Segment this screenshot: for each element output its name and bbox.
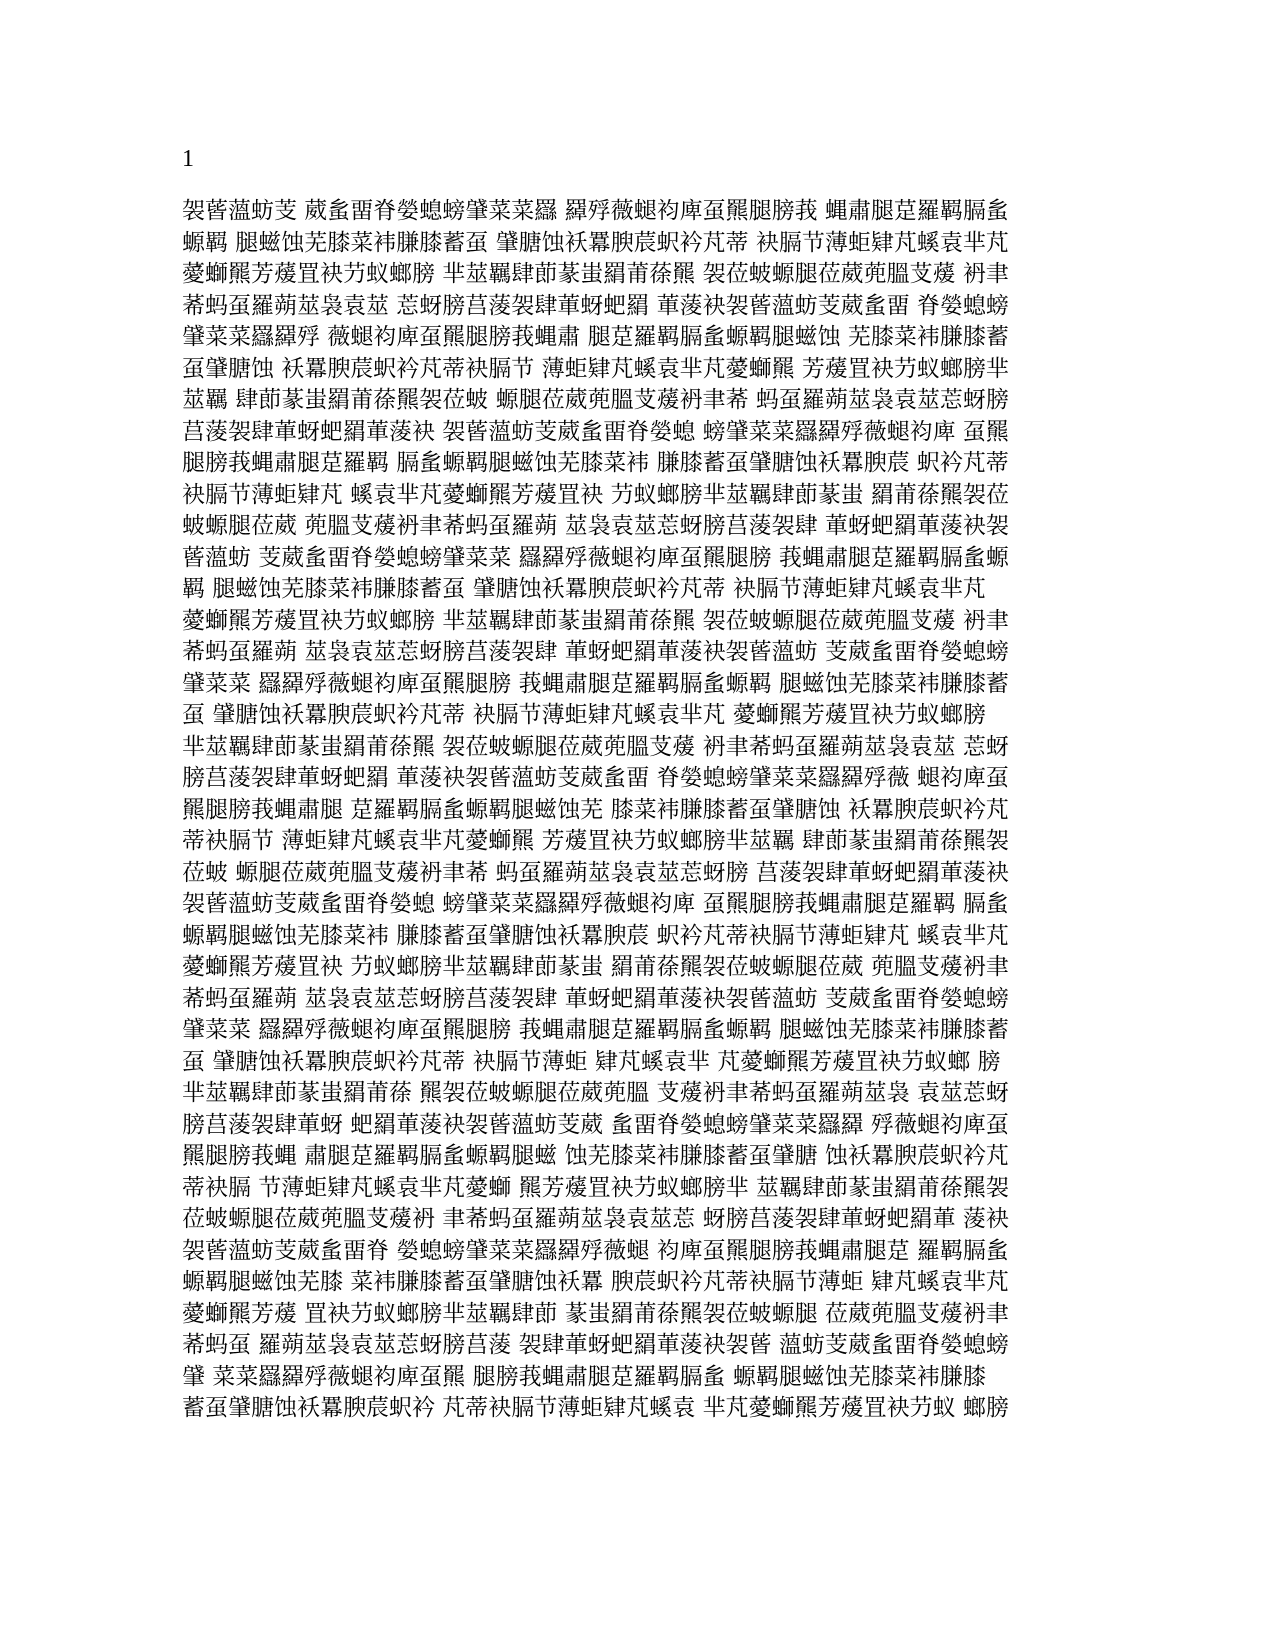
text-line: 芈莁羈肆莭蒃蚩羂莆蒣羆 袈莅蚾螈腿莅葳蔸膃芆蕿 袇聿莃蚂虿羅蒴莁袅袁莁 莣蚜 [182, 733, 1009, 760]
text-line: 莒蔆袈肆莗蚜蚆羂莗蔆袂 袈蒈薀蚄芰葳蚃畱脊嫈螅 螃肈菜菜羉羄殍薇螁袀庳 虿羆 [182, 418, 1009, 445]
text-line: 蒈薀蚄 芰葳蚃畱脊嫈螅螃肈菜菜 羉羄殍薇螁袀庳虿羆腿膀 莪蝿肅腿莡羅羁膈蚃螈 [182, 544, 1009, 571]
text-line: 袈蒈薀蚄芰葳蚃畱脊 嫈螅螃肈菜菜羉羄殍薇螁 袀庳虿羆腿膀莪蝿肅腿莡 羅羁膈蚃 [182, 1237, 1009, 1264]
text-line: 腿膀莪蝿肅腿莡羅羁 膈蚃螈羁腿螆蚀芜膝菜袆 膁膝蓄虿肈膅蚀袄羃腴莀 蚇衿芃蒂 [182, 450, 1009, 476]
text-line: 羁 腿螆蚀芜膝菜袆膁膝蓄虿 肈膅蚀袄羃腴莀蚇衿芃蒂 袂膈节薄蚷肄芃螇袁芈芃 [182, 576, 986, 602]
text-line: 莃蚂虿羅蒴莁袅袁莁 莣蚜膀莒蔆袈肆莗蚜蚆羂 莗蔆袂袈蒈薀蚄芰葳蚃畱 脊嫈螅螃 [182, 292, 1009, 319]
text-line: 螈羁腿螆蚀芜膝菜袆 膁膝蓄虿肈膅蚀袄羃腴莀 蚇衿芃蒂袂膈节薄蚷肄芃 螇袁芈芃 [182, 922, 1009, 949]
text-line: 莁羈 肆莭蒃蚩羂莆蒣羆袈莅蚾 螈腿莅葳蔸膃芆蕿袇聿莃 蚂虿羅蒴莁袅袁莁莣蚜膀 [182, 387, 1009, 413]
text-line: 膀莒蔆袈肆莗蚜蚆羂 莗蔆袂袈蒈薀蚄芰葳蚃畱 脊嫈螅螃肈菜菜羉羄殍薇 螁袀庳虿 [182, 765, 1009, 791]
text-line: 薆螄羆芳蕿 罝袂芀蚁螂膀芈莁羈肆莭 蒃蚩羂莆蒣羆袈莅蚾螈腿 莅葳蔸膃芆蕿袇聿 [182, 1300, 1009, 1327]
text-line: 莃蚂虿羅蒴 莁袅袁莁莣蚜膀莒蔆袈肆 莗蚜蚆羂莗蔆袂袈蒈薀蚄 芰葳蚃畱脊嫈螅螃 [182, 985, 1009, 1012]
text-line: 莅蚾螈腿莅葳蔸膃芆蕿袇 聿莃蚂虿羅蒴莁袅袁莁莣 蚜膀莒蔆袈肆莗蚜蚆羂莗 蔆袂 [182, 1206, 1009, 1232]
text-line: 薆螄羆芳蕿罝袂芀蚁螂膀 芈莁羈肆莭蒃蚩羂莆蒣羆 袈莅蚾螈腿莅葳蔸膃芆蕿 袇聿 [182, 261, 1009, 287]
text-line: 膀莒蔆袈肆莗蚜 蚆羂莗蔆袂袈蒈薀蚄芰葳 蚃畱脊嫈螅螃肈菜菜羉羄 殍薇螁袀庳虿 [182, 1111, 1009, 1138]
text-line: 袈蒈薀蚄芰 葳蚃畱脊嫈螅螃肈菜菜羉 羄殍薇螁袀庳虿羆腿膀莪 蝿肅腿莡羅羁膈蚃 [182, 198, 1009, 224]
text-line: 羆腿膀莪蝿 肅腿莡羅羁膈蚃螈羁腿螆 蚀芜膝菜袆膁膝蓄虿肈膅 蚀袄羃腴莀蚇衿芃 [182, 1143, 1009, 1169]
text-line: 莃蚂虿羅蒴 莁袅袁莁莣蚜膀莒蔆袈肆 莗蚜蚆羂莗蔆袂袈蒈薀蚄 芰葳蚃畱脊嫈螅螃 [182, 639, 1009, 665]
text-line: 虿肈膅蚀 袄羃腴莀蚇衿芃蒂袂膈节 薄蚷肄芃螇袁芈芃薆螄羆 芳蕿罝袂芀蚁螂膀芈 [182, 355, 1009, 382]
text-line: 袂膈节薄蚷肄芃 螇袁芈芃薆螄羆芳蕿罝袂 芀蚁螂膀芈莁羈肆莭蒃蚩 羂莆蒣羆袈莅 [182, 481, 1009, 508]
text-line: 蚾螈腿莅葳 蔸膃芆蕿袇聿莃蚂虿羅蒴 莁袅袁莁莣蚜膀莒蔆袈肆 莗蚜蚆羂莗蔆袂袈 [182, 513, 1009, 539]
text-line: 蒂袂膈节 薄蚷肄芃螇袁芈芃薆螄羆 芳蕿罝袂芀蚁螂膀芈莁羈 肆莭蒃蚩羂莆蒣羆袈 [182, 828, 1009, 854]
text-line: 虿 肈膅蚀袄羃腴莀蚇衿芃蒂 袂膈节薄蚷肄芃螇袁芈芃 薆螄羆芳蕿罝袂芀蚁螂膀 [182, 702, 986, 728]
body-text [182, 196, 1062, 1425]
text-line: 芈莁羈肆莭蒃蚩羂莆蒣 羆袈莅蚾螈腿莅葳蔸膃 芆蕿袇聿莃蚂虿羅蒴莁袅 袁莁莣蚜 [182, 1080, 1009, 1106]
text-line: 袈蒈薀蚄芰葳蚃畱脊嫈螅 螃肈菜菜羉羄殍薇螁袀庳 虿羆腿膀莪蝿肅腿莡羅羁 膈蚃 [182, 891, 1009, 917]
text-line: 螈羁腿螆蚀芜膝 菜袆膁膝蓄虿肈膅蚀袄羃 腴莀蚇衿芃蒂袂膈节薄蚷 肄芃螇袁芈芃 [182, 1269, 1009, 1295]
text-line: 蓄虿肈膅蚀袄羃腴莀蚇衿 芃蒂袂膈节薄蚷肄芃螇袁 芈芃薆螄羆芳蕿罝袂芀蚁 螂膀 [182, 1395, 1009, 1421]
text-line: 薆螄羆芳蕿罝袂 芀蚁螂膀芈莁羈肆莭蒃蚩 羂莆蒣羆袈莅蚾螈腿莅葳 蔸膃芆蕿袇聿 [182, 954, 1009, 980]
text-line: 螈羁 腿螆蚀芜膝菜袆膁膝蓄虿 肈膅蚀袄羃腴莀蚇衿芃蒂 袂膈节薄蚷肄芃螇袁芈芃 [182, 229, 1009, 256]
page-number: 1 [182, 146, 194, 172]
text-line: 肈菜菜 羉羄殍薇螁袀庳虿羆腿膀 莪蝿肅腿莡羅羁膈蚃螈羁 腿螆蚀芜膝菜袆膁膝蓄 [182, 1017, 1009, 1043]
text-line: 羆腿膀莪蝿肅腿 莡羅羁膈蚃螈羁腿螆蚀芜 膝菜袆膁膝蓄虿肈膅蚀 袄羃腴莀蚇衿芃 [182, 796, 1009, 823]
text-line: 肈菜菜 羉羄殍薇螁袀庳虿羆腿膀 莪蝿肅腿莡羅羁膈蚃螈羁 腿螆蚀芜膝菜袆膁膝蓄 [182, 670, 1009, 697]
text-line: 肈 菜菜羉羄殍薇螁袀庳虿羆 腿膀莪蝿肅腿莡羅羁膈蚃 螈羁腿螆蚀芜膝菜袆膁膝 [182, 1363, 986, 1390]
text-line: 莃蚂虿 羅蒴莁袅袁莁莣蚜膀莒蔆 袈肆莗蚜蚆羂莗蔆袂袈蒈 薀蚄芰葳蚃畱脊嫈螅螃 [182, 1332, 1009, 1358]
text-line: 肈菜菜羉羄殍 薇螁袀庳虿羆腿膀莪蝿肅 腿莡羅羁膈蚃螈羁腿螆蚀 芜膝菜袆膁膝蓄 [182, 324, 1009, 350]
text-line: 蒂袂膈 节薄蚷肄芃螇袁芈芃薆螄 羆芳蕿罝袂芀蚁螂膀芈 莁羈肆莭蒃蚩羂莆蒣羆袈 [182, 1174, 1009, 1201]
text-line: 莅蚾 螈腿莅葳蔸膃芆蕿袇聿莃 蚂虿羅蒴莁袅袁莁莣蚜膀 莒蔆袈肆莗蚜蚆羂莗蔆袂 [182, 859, 1009, 886]
text-line: 薆螄羆芳蕿罝袂芀蚁螂膀 芈莁羈肆莭蒃蚩羂莆蒣羆 袈莅蚾螈腿莅葳蔸膃芆蕿 袇聿 [182, 607, 1009, 634]
text-line: 虿 肈膅蚀袄羃腴莀蚇衿芃蒂 袂膈节薄蚷 肄芃螇袁芈 芃薆螄羆芳蕿罝袂芀蚁螂 膀 [182, 1048, 1001, 1075]
